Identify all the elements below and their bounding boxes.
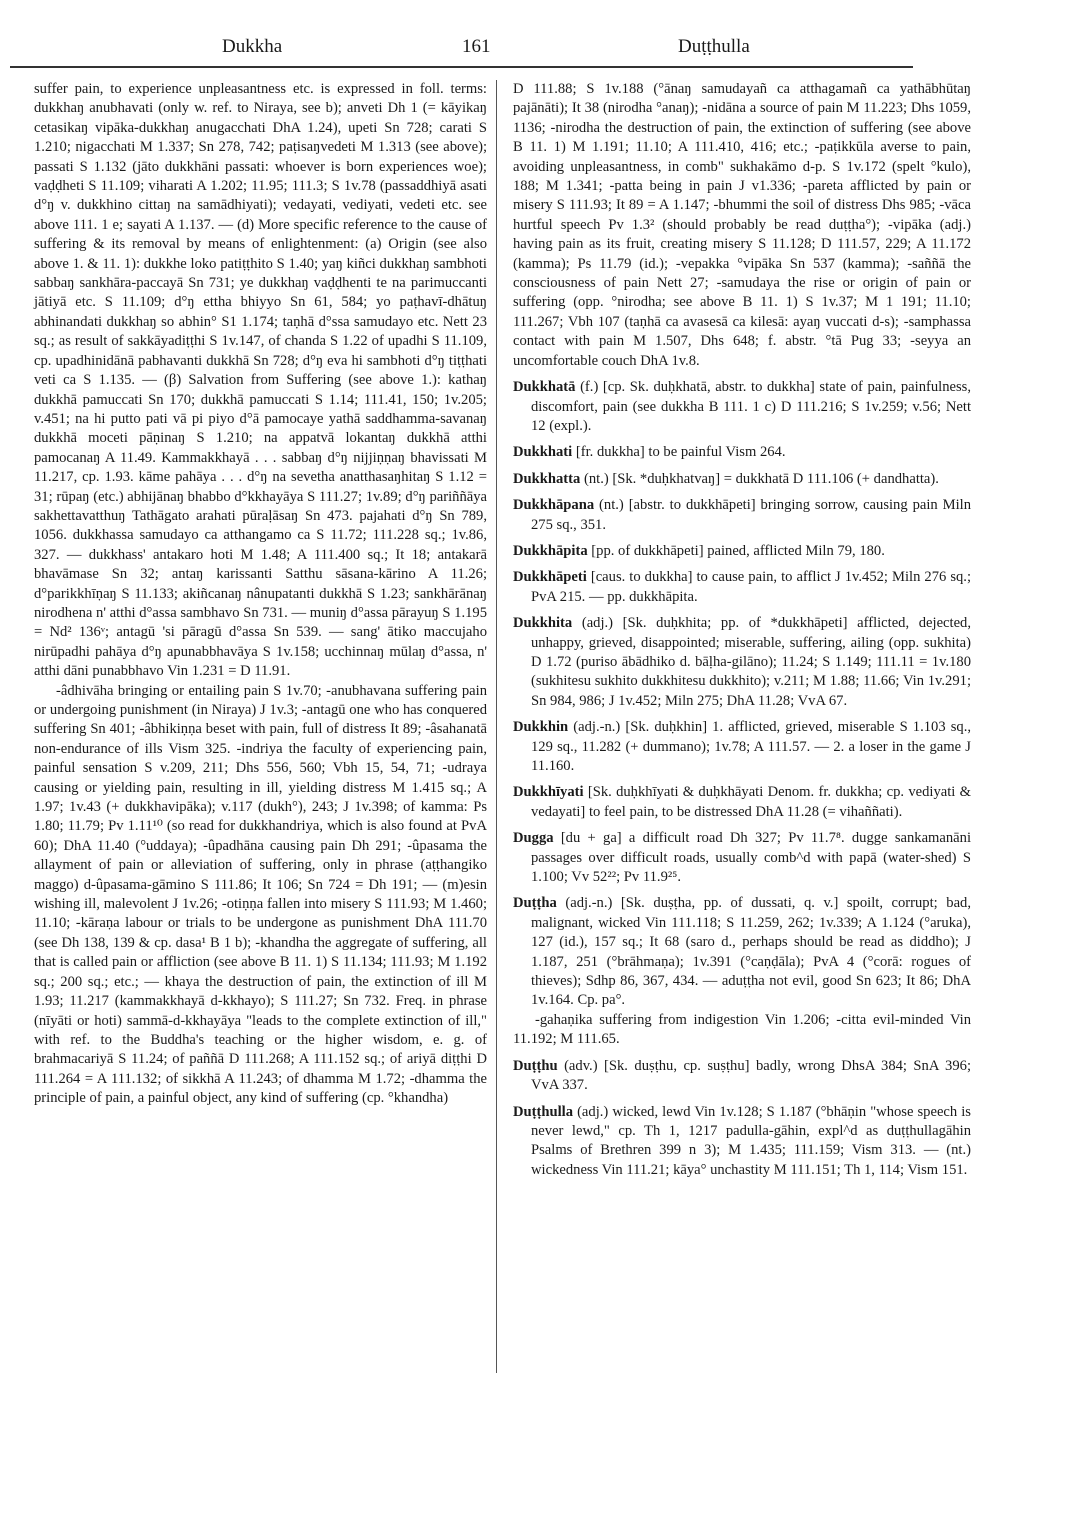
dictionary-entry	[513, 378, 971, 436]
dictionary-entry	[513, 542, 971, 561]
headword: Dukkhāpeti	[513, 569, 587, 586]
sub-entry-compounds: -gahaṇika suffering from indigestion Vin 1.206; -citta evil-minded Vin 11.192; M 111.65.	[513, 1011, 971, 1048]
dictionary-entry	[513, 783, 971, 822]
headword: Dugga	[513, 830, 554, 847]
headword: Dukkhita	[513, 615, 573, 632]
dukkha-entry-continuation: suffer pain, to experience unpleasantness etc. is expressed in foll. terms: dukkhaŋ anubhavati (only w. ref. to Niraya, see b); anveti Dh 1 (= kāyikaŋ cetasikaŋ vipāka-dukkhaŋ anugacchati DhA 1.24), upeti Sn 728; carati S 1.210; nigacchati M 1.337; Sn 278, 742; paṭisaŋvedeti M 1.313 (see above); passati S 1.132 (jāto dukkhāni passati: whoever is born experiences woe); vaḍḍheti S 11.109; viharati A 1.202; 11.95; 111.3; S 1v.78 (passaddhiyā asati d°ŋ v. dukkhino cittaŋ na samādhiyati); vedayati, vediyati, vedeti etc. see above 111. 1 e; sayati A 1.137. — (d) More specific reference to the cause of suffering & its removal by means of enlightenment: (a) Origin (see also above 1. & 11. 1): dukkhe loko patiṭṭhito S 1.40; yaŋ kiñci dukkhaŋ sambhoti sabbaŋ sankhāra-paccayā Sn 731; ye dukkhaŋ vaḍḍhenti te na parimuccanti jātiyā etc. S 11.109; d°ŋ ettha bhiyyo Sn 61, 584; yo paṭhavī-dhātuŋ abhinandati dukkhaŋ so abhin° S1 1.174; taṇhā d°ssa samudayo etc. Nett 23 sq.; as result of sakkāyadiṭṭhi S 1v.147, of chanda S 1.22 of upadhi S 11.109, cp. upadhinidānā pabhavanti dukkhā Sn 728; d°ŋ eva hi sambhoti d°ŋ tiṭṭhati veti ca S 1.135. — (β) Salvation from Suffering (see above 1.): kathaŋ dukkhā pamuccati Sn 170; dukkhā pamuccati S 1.14; 111.41, 150; 1v.205; v.451; na hi putto pati vā pi piyo d°ā pamocaye yathā saddhamma-savanaŋ dukkhā moceti pāṇinaŋ S 1.210; na appatvā lokantaŋ dukkhā atthi pamocanaŋ A 11.49. Kammakkhayā . . . sabbaŋ d°ŋ nijjiṇṇaŋ bhavissati M 11.217, cp. 1.93. kāme pahāya . . . d°ŋ na sevetha anatthasaŋhitaŋ S 1.12 = 31; rūpaŋ (etc.) abhijānaŋ bhabbo d°kkhayāya S 111.27; 1v.89; d°ŋ pariññāya sakhettavatthuŋ Tathāgato arahati pūraḷāsaŋ Sn 473. pajahati d°ŋ Sn 789, 1056. dukkhassa samudayo ca atthangamo ca S 11.72; 111.228 sq.; 1v.86, 327. — dukkhass' antakaro hoti M 1.48; A 111.400 sq.; It 18; antakarā bhavāmase Sn 32; antaŋ karissanti Satthu sāsana-kārino A 11.26; d°parikkhīṇaŋ S 11.133; akiñcanaŋ nânupatanti dukkhā S 1.23; sankhārānaŋ nirodhena n' atthi d°assa sambhavo Sn 731. — muniŋ d°assa pārayuŋ S 1.195 = Nd² 136ᵛ; antagū 'si pāragū d°assa Sn 539. — sang' ātiko maccujaho nirūpadhi pahāya d°ŋ apunabbhavāya S 1v.158; ucchinnaŋ mūlaŋ d°assa, n' atthi dāni punabbhavo Vin 1.231 = D 11.91.	[34, 81, 487, 680]
page-number: 161	[462, 36, 491, 57]
dictionary-entry	[513, 1057, 971, 1096]
headword: Duṭṭhu	[513, 1057, 558, 1074]
dictionary-entry	[513, 1103, 971, 1181]
dictionary-entry	[513, 496, 971, 535]
dictionary-entry	[513, 443, 971, 462]
left-guide-word: Dukkha	[222, 36, 283, 57]
headword: Dukkhatta	[513, 470, 581, 487]
left-column	[34, 80, 487, 1109]
entry-body: (adj.) [Sk. duḥkhita; pp. of *dukkhāpeti] afflicted, dejected, unhappy, grieved, disappointed; miserable, suffering, ailing (opp. sukhita) D 1.72 (puriso ābādhiko d. bāḷha-gilāno); 11.24; S 1.149; 111.11 = 1v.180 (sukhitesu sukhito dukkhitesu dukkhito); v.211; M 1.88; 11.66; Vin 1v.291; Sn 984, 986; J 1v.452; Miln 275; DhA 11.28; VvA 67.	[531, 615, 971, 709]
entry-body: (f.) [cp. Sk. duḥkhatā, abstr. to dukkha] state of pain, painfulness, discomfort, pain (see dukkha B 111. 1 c) D 111.216; S 1v.259; v.56; Nett 12 (expl.).	[531, 379, 971, 434]
entry-body: (adj.-n.) [Sk. duṣṭha, pp. of dussati, q. v.] spoilt, corrupt; bad, malignant, wicked Vin 111.118; S 11.259, 262; 1v.339; A 1.124 (°aruka), 127 (id.), 157 sq.; It 68 (saro d., perhaps should be read as diddho); J 1.187, 251 (°brāhmaṇa); 1v.391 (°caṇḍāla); PvA 4 (°corā: rogues of thieves); Sdhp 86, 367, 434. — aduṭṭha not evil, good Sn 623; It 86; DhA 1v.164. Cp. pa°.	[531, 895, 971, 1009]
headword: Dukkhāpita	[513, 542, 588, 559]
entry-body: (adj.) wicked, lewd Vin 1v.128; S 1.187 (°bhāṇin "whose speech is never lewd," cp. Th 1, 1217 padulla-gāhin, expl^d as duṭṭhullagāhin Psalms of Brethren 399 n 3); M 1.435; 111.159; Vism 313. — (nt.) wickedness Vin 111.21; kāya° unchastity M 111.151; Th 1, 114; Vism 151.	[531, 1103, 971, 1178]
dictionary-entry	[513, 894, 971, 1010]
entry-body: (adv.) [Sk. duṣṭhu, cp. suṣṭhu] badly, wrong DhsA 384; SnA 396; VvA 337.	[531, 1057, 971, 1094]
headword: Duṭṭha	[513, 895, 557, 912]
headword: Duṭṭhulla	[513, 1103, 574, 1120]
dictionary-entry	[513, 568, 971, 607]
headword: Dukkhati	[513, 444, 573, 461]
entry-body: [pp. of dukkhāpeti] pained, afflicted Miln 79, 180.	[587, 542, 885, 559]
entry-body: [Sk. duḥkhīyati & duḥkhāyati Denom. fr. dukkha; cp. vediyati & vedayati] to feel pain, to be distressed DhA 11.28 (= vihaññati).	[531, 784, 971, 820]
entry-body: [du + ga] a difficult road Dh 327; Pv 11.7⁸. dugge sankamanāni passages over difficult roads, usually comb^d with papā (water-shed) S 1.100; Vv 52²²; Pv 11.9²⁵.	[531, 830, 971, 886]
entry-body: [caus. to dukkha] to cause pain, to afflict J 1v.452; Miln 276 sq.; PvA 215. — pp. dukkhāpita.	[531, 569, 971, 605]
dictionary-entry	[513, 470, 971, 489]
entry-body: [fr. dukkha] to be painful Vism 264.	[572, 444, 786, 461]
dictionary-entry	[513, 718, 971, 776]
right-guide-word: Duṭṭhulla	[678, 36, 750, 57]
headword: Dukkhatā	[513, 379, 576, 396]
entry-body: (adj.-n.) [Sk. duḥkhin] 1. afflicted, grieved, miserable S 1.103 sq., 129 sq., 11.282 (+ dummano); 1v.78; A 111.57. — 2. a loser in the game J 11.160.	[531, 719, 971, 774]
right-column	[513, 80, 971, 1187]
header-rule	[10, 66, 913, 68]
headword: Dukkhīyati	[513, 784, 584, 801]
entry-body: (nt.) [abstr. to dukkhāpeti] bringing sorrow, causing pain Miln 275 sq., 351.	[531, 497, 971, 533]
dukkha-compounds-continuation: D 111.88; S 1v.188 (°ānaŋ samudayañ ca atthagamañ ca yathābhūtaŋ pajānāti); It 38 (nirodha °anaŋ); -nidāna a source of pain M 11.223; Dhs 1059, 1136; -nirodha the destruction of pain, the extinction of suffering (see above B 11. 1) M 1.191; 11.10; A 111.410, 416; etc.; -paṭikkūla averse to pain, avoiding unpleasantness, in comb" sukhakāmo d-p. S 1v.172 (spelt °kulo), 188; M 1.341; -patta being in pain J v1.336; -pareta afflicted by pain or misery S 111.93; It 89 = A 1.147; -bhummi the soil of distress Dhs 985; -vāca hurtful speech Pv 1.3² (should probably be read duṭṭha°); -vipāka (adj.) having pain as its fruit, creating misery S 11.128; D 111.57, 229; A 11.172 (kamma); Ps 11.79 (id.); -vepakka °vipāka Sn 537 (kamma); -saññā the consciousness of pain Nett 27; -samudaya the rise or origin of pain or suffering (opp. °nirodha; see above B 11. 1) S 1v.37; M 1 191; 11.10; 111.267; Vbh 107 (taṇhā ca avasesā ca kilesā: ayaŋ vuccati d-s); -samphassa contact with pain M 1.507, Dhs 648; f. abstr. °tā Pug 33; -seyya an uncomfortable couch DhA 1v.8.	[513, 81, 971, 369]
entry-body: (nt.) [Sk. *duḥkhatvaŋ] = dukkhatā D 111.106 (+ dandhatta).	[580, 470, 939, 487]
headword: Dukkhin	[513, 719, 569, 736]
headword: Dukkhāpana	[513, 497, 595, 514]
dictionary-entry	[513, 614, 971, 711]
dukkha-compounds: -âdhivāha bringing or entailing pain S 1v.70; -anubhavana suffering pain or undergoing punishment (in Niraya) J 1v.3; -antagū one who has conquered suffering Sn 401; -âbhikiṇṇa beset with pain, full of distress It 89; -âsahanatā non-endurance of ills Vism 325. -indriya the faculty of experiencing pain, painful sensation S v.209, 211; Dhs 556, 560; Vbh 15, 54, 71; -udraya causing or yielding pain, resulting in ill, yielding distress M 1.415 sq.; A 1.97; 1v.43 (+ dukkhavipāka); v.117 (dukh°), 243; J 1v.398; of kamma: Ps 1.80; 11.79; Pv 1.11¹⁰ (so read for dukkhandriya, which is also found at PvA 60); DhA 11.40 (°uddaya); -ûpadhāna causing pain Dh 291; -ûpasama the allayment of pain or alleviation of suffering, only in phrase (aṭṭhangiko maggo) d-ûpasama-gāmino S 111.86; It 106; Sn 724 = Dh 191; — (m)esin wishing ill, malevolent J 1v.26; -otiṇṇa fallen into misery S 111.93; M 1.460; 11.10; -kāraṇa labour or trials to be undergone as punishment DhA 111.70 (see Dh 138, 139 & cp. dasa¹ B 1 b); -khandha the aggregate of suffering, all that is called pain or affliction (see above B 11. 1) S 11.134; 111.93; M 1.192 sq.; 200 sq.; etc.; — khaya the destruction of pain, the extinction of ill M 1.93; 11.217 (kammakkhayā d-kkhayo); S 111.27; Sn 732. Freq. in phrase (nīyāti or hoti) sammā-d-kkhayāya "leads to the complete extinction of ill," with ref. to the Buddha's teaching or the higher wisdom, e. g. of brahmacariyā S 11.24; of paññā D 111.268; A 111.152 sq.; of ariyā diṭṭhi D 111.264 = A 111.132; of sikkhā A 11.243; of dhamma M 1.72; -dhamma the principle of pain, a painful object, any kind of suffering (cp. °khandha)	[34, 682, 487, 1107]
running-header	[10, 32, 920, 62]
column-divider	[496, 80, 497, 1373]
dictionary-entry	[513, 829, 971, 887]
